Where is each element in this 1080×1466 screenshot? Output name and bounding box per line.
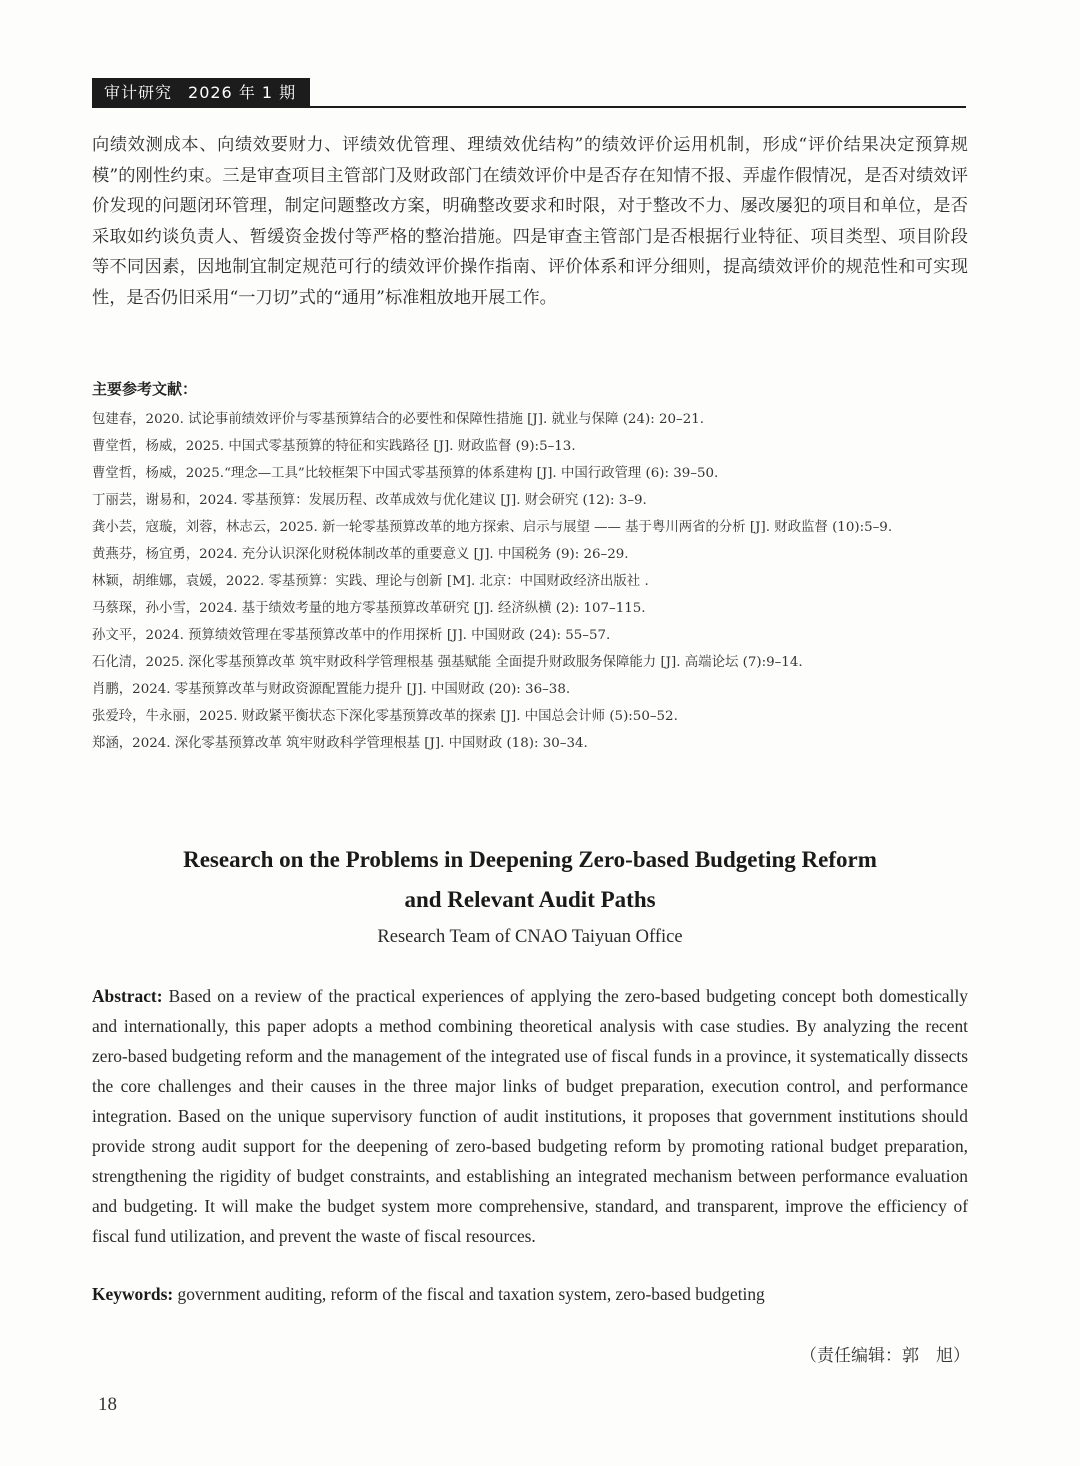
reference-item: 丁丽芸，谢易和，2024. 零基预算：发展历程、改革成效与优化建议 [J]. 财会研究 (12): 3–9. <box>92 493 647 508</box>
reference-item: 石化清，2025. 深化零基预算改革 筑牢财政科学管理根基 强基赋能 全面提升财政服务保障能力 [J]. 高端论坛 (7):9–14. <box>92 655 803 670</box>
english-abstract <box>92 981 968 1251</box>
keywords-label: Keywords: <box>92 1284 174 1304</box>
reference-item: 包建春，2020. 试论事前绩效评价与零基预算结合的必要性和保障性措施 [J]. 就业与保障 (24): 20–21. <box>92 412 704 427</box>
english-title-line-2: and Relevant Audit Paths <box>404 887 656 912</box>
header-rule <box>92 106 966 108</box>
running-header <box>92 78 966 108</box>
journal-name: 审计研究 <box>104 83 173 102</box>
reference-item: 曹堂哲，杨威，2025.“理念—工具”比较框架下中国式零基预算的体系建构 [J]. 中国行政管理 (6): 39–50. <box>92 466 719 481</box>
reference-item: 孙文平，2024. 预算绩效管理在零基预算改革中的作用探析 [J]. 中国财政 (24): 55–57. <box>92 628 611 643</box>
keywords-text: government auditing, reform of the fiscal and taxation system, zero-based budgeting <box>173 1284 765 1304</box>
abstract-text: Based on a review of the practical experiences of applying the zero-based budgeting concept both domestically and internationally, this paper adopts a method combining theoretical analysis with case studies. By analyzing the recent zero-based budgeting reform and the management of the integrated use of fiscal funds in a province, it systematically dissects the core challenges and their causes in the three major links of budget preparation, execution control, and performance integration. Based on the unique supervisory function of audit institutions, it proposes that government institutions should provide strong audit support for the deepening of zero-based budgeting reform by promoting rational budget preparation, strengthening the rigidity of budget constraints, and establishing an integrated mechanism between performance evaluation and budgeting. It will make the budget system more comprehensive, standard, and transparent, improve the efficiency of fiscal fund utilization, and prevent the waste of fiscal resources. <box>92 986 968 1246</box>
responsible-editor: （责任编辑：郭 旭） <box>800 1346 970 1366</box>
reference-item: 张爱玲，牛永丽，2025. 财政紧平衡状态下深化零基预算改革的探索 [J]. 中国总会计师 (5):50–52. <box>92 709 678 724</box>
reference-list <box>92 406 968 757</box>
body-paragraph: 向绩效测成本、向绩效要财力、评绩效优管理、理绩效优结构”的绩效评价运用机制，形成“评价结果决定预算规模”的刚性约束。三是审查项目主管部门及财政部门在绩效评价中是否存在知情不报、弄虚作假情况，是否对绩效评价发现的问题闭环管理，制定问题整改方案，明确整改要求和时限，对于整改不力、屡改屡犯的项目和单位，是否采取如约谈负责人、暂缓资金拨付等严格的整治措施。四是审查主管部门是否根据行业特征、项目类型、项目阶段等不同因素，因地制宜制定规范可行的绩效评价操作指南、评价体系和评分细则，提高绩效评价的规范性和可实现性，是否仍旧采用“一刀切”式的“通用”标准粗放地开展工作。 <box>92 135 968 308</box>
english-title <box>92 840 968 920</box>
abstract-label: Abstract: <box>92 986 163 1006</box>
english-keywords <box>92 1279 968 1309</box>
journal-issue-label <box>92 78 310 108</box>
english-author: Research Team of CNAO Taiyuan Office <box>377 927 683 947</box>
reference-item: 郑涵，2024. 深化零基预算改革 筑牢财政科学管理根基 [J]. 中国财政 (18): 30–34. <box>92 736 588 751</box>
reference-item: 林颖，胡维娜，袁媛，2022. 零基预算：实践、理论与创新 [M]. 北京：中国财政经济出版社 . <box>92 574 649 589</box>
page-number: 18 <box>98 1394 117 1415</box>
references-section <box>92 378 968 757</box>
reference-item: 肖鹏，2024. 零基预算改革与财政资源配置能力提升 [J]. 中国财政 (20): 36–38. <box>92 682 571 697</box>
reference-item: 黄燕芬，杨宜勇，2024. 充分认识深化财税体制改革的重要意义 [J]. 中国税务 (9): 26–29. <box>92 547 629 562</box>
reference-item: 曹堂哲，杨威，2025. 中国式零基预算的特征和实践路径 [J]. 财政监督 (9):5–13. <box>92 439 576 454</box>
english-title-line-1: Research on the Problems in Deepening Zero-based Budgeting Reform <box>183 847 877 872</box>
reference-item: 马蔡琛，孙小雪，2024. 基于绩效考量的地方零基预算改革研究 [J]. 经济纵横 (2): 107–115. <box>92 601 646 616</box>
reference-item: 龚小芸，寇璇，刘蓉，林志云，2025. 新一轮零基预算改革的地方探索、启示与展望 —— 基于粤川两省的分析 [J]. 财政监督 (10):5–9. <box>92 520 893 535</box>
references-title: 主要参考文献： <box>92 380 198 398</box>
issue-number: 2026 年 1 期 <box>188 83 297 102</box>
